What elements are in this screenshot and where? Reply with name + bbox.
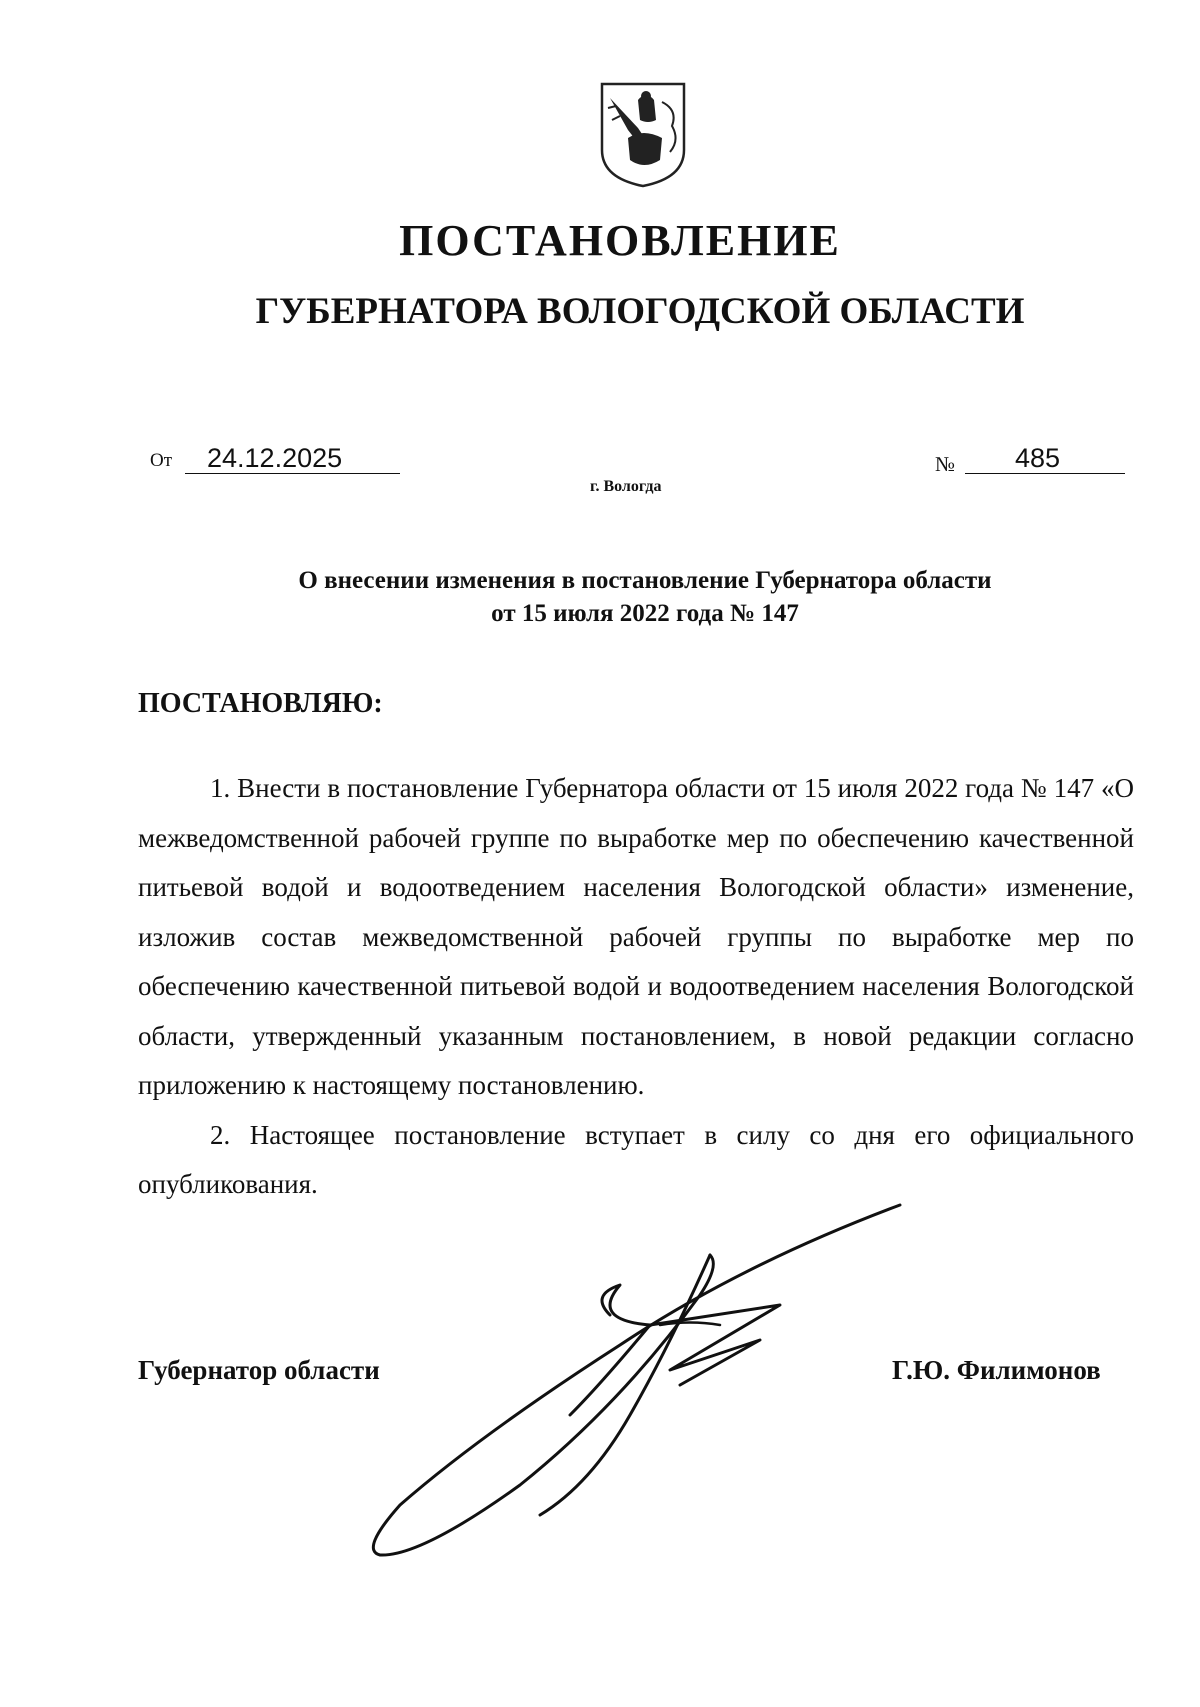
paragraph-2: 2. Настоящее постановление вступает в силу со дня его официального опубликования. <box>138 1119 1134 1199</box>
signatory-name: Г.Ю. Филимонов <box>892 1355 1101 1385</box>
number-label: № <box>935 452 956 476</box>
subject-line-1: О внесении изменения в постановление Губернатора области <box>298 567 992 594</box>
document-body <box>138 764 1134 1210</box>
paragraph-1: 1. Внести в постановление Губернатора области от 15 июля 2022 года № 147 «О межведомственной рабочей группе по выработке мер по обеспечению качественной питьевой водой и водоотведением населения Вологодской области» изменение, изложив состав межведомственной рабочей группы по выработке мер по обеспечению качественной питьевой водой и водоотведением населения Вологодской области, утвержденный указанным постановлением, в новой редакции согласно приложению к настоящему постановлению. <box>138 773 1134 1100</box>
handwritten-signature-icon <box>360 1185 920 1565</box>
date-label: От <box>150 450 173 471</box>
document-subject <box>0 564 1200 630</box>
document-number: 485 <box>965 443 1125 474</box>
resolve-label: ПОСТАНОВЛЯЮ: <box>138 688 383 719</box>
coat-of-arms-icon <box>598 80 688 190</box>
subject-line-2: от 15 июля 2022 года № 147 <box>491 600 799 627</box>
document-issuer: ГУБЕРНАТОРА ВОЛОГОДСКОЙ ОБЛАСТИ <box>255 291 1025 332</box>
document-city: г. Вологда <box>590 478 662 495</box>
signatory-position: Губернатор области <box>138 1355 380 1385</box>
document-date: 24.12.2025 <box>185 443 400 474</box>
document-title: ПОСТАНОВЛЕНИЕ <box>399 216 841 265</box>
